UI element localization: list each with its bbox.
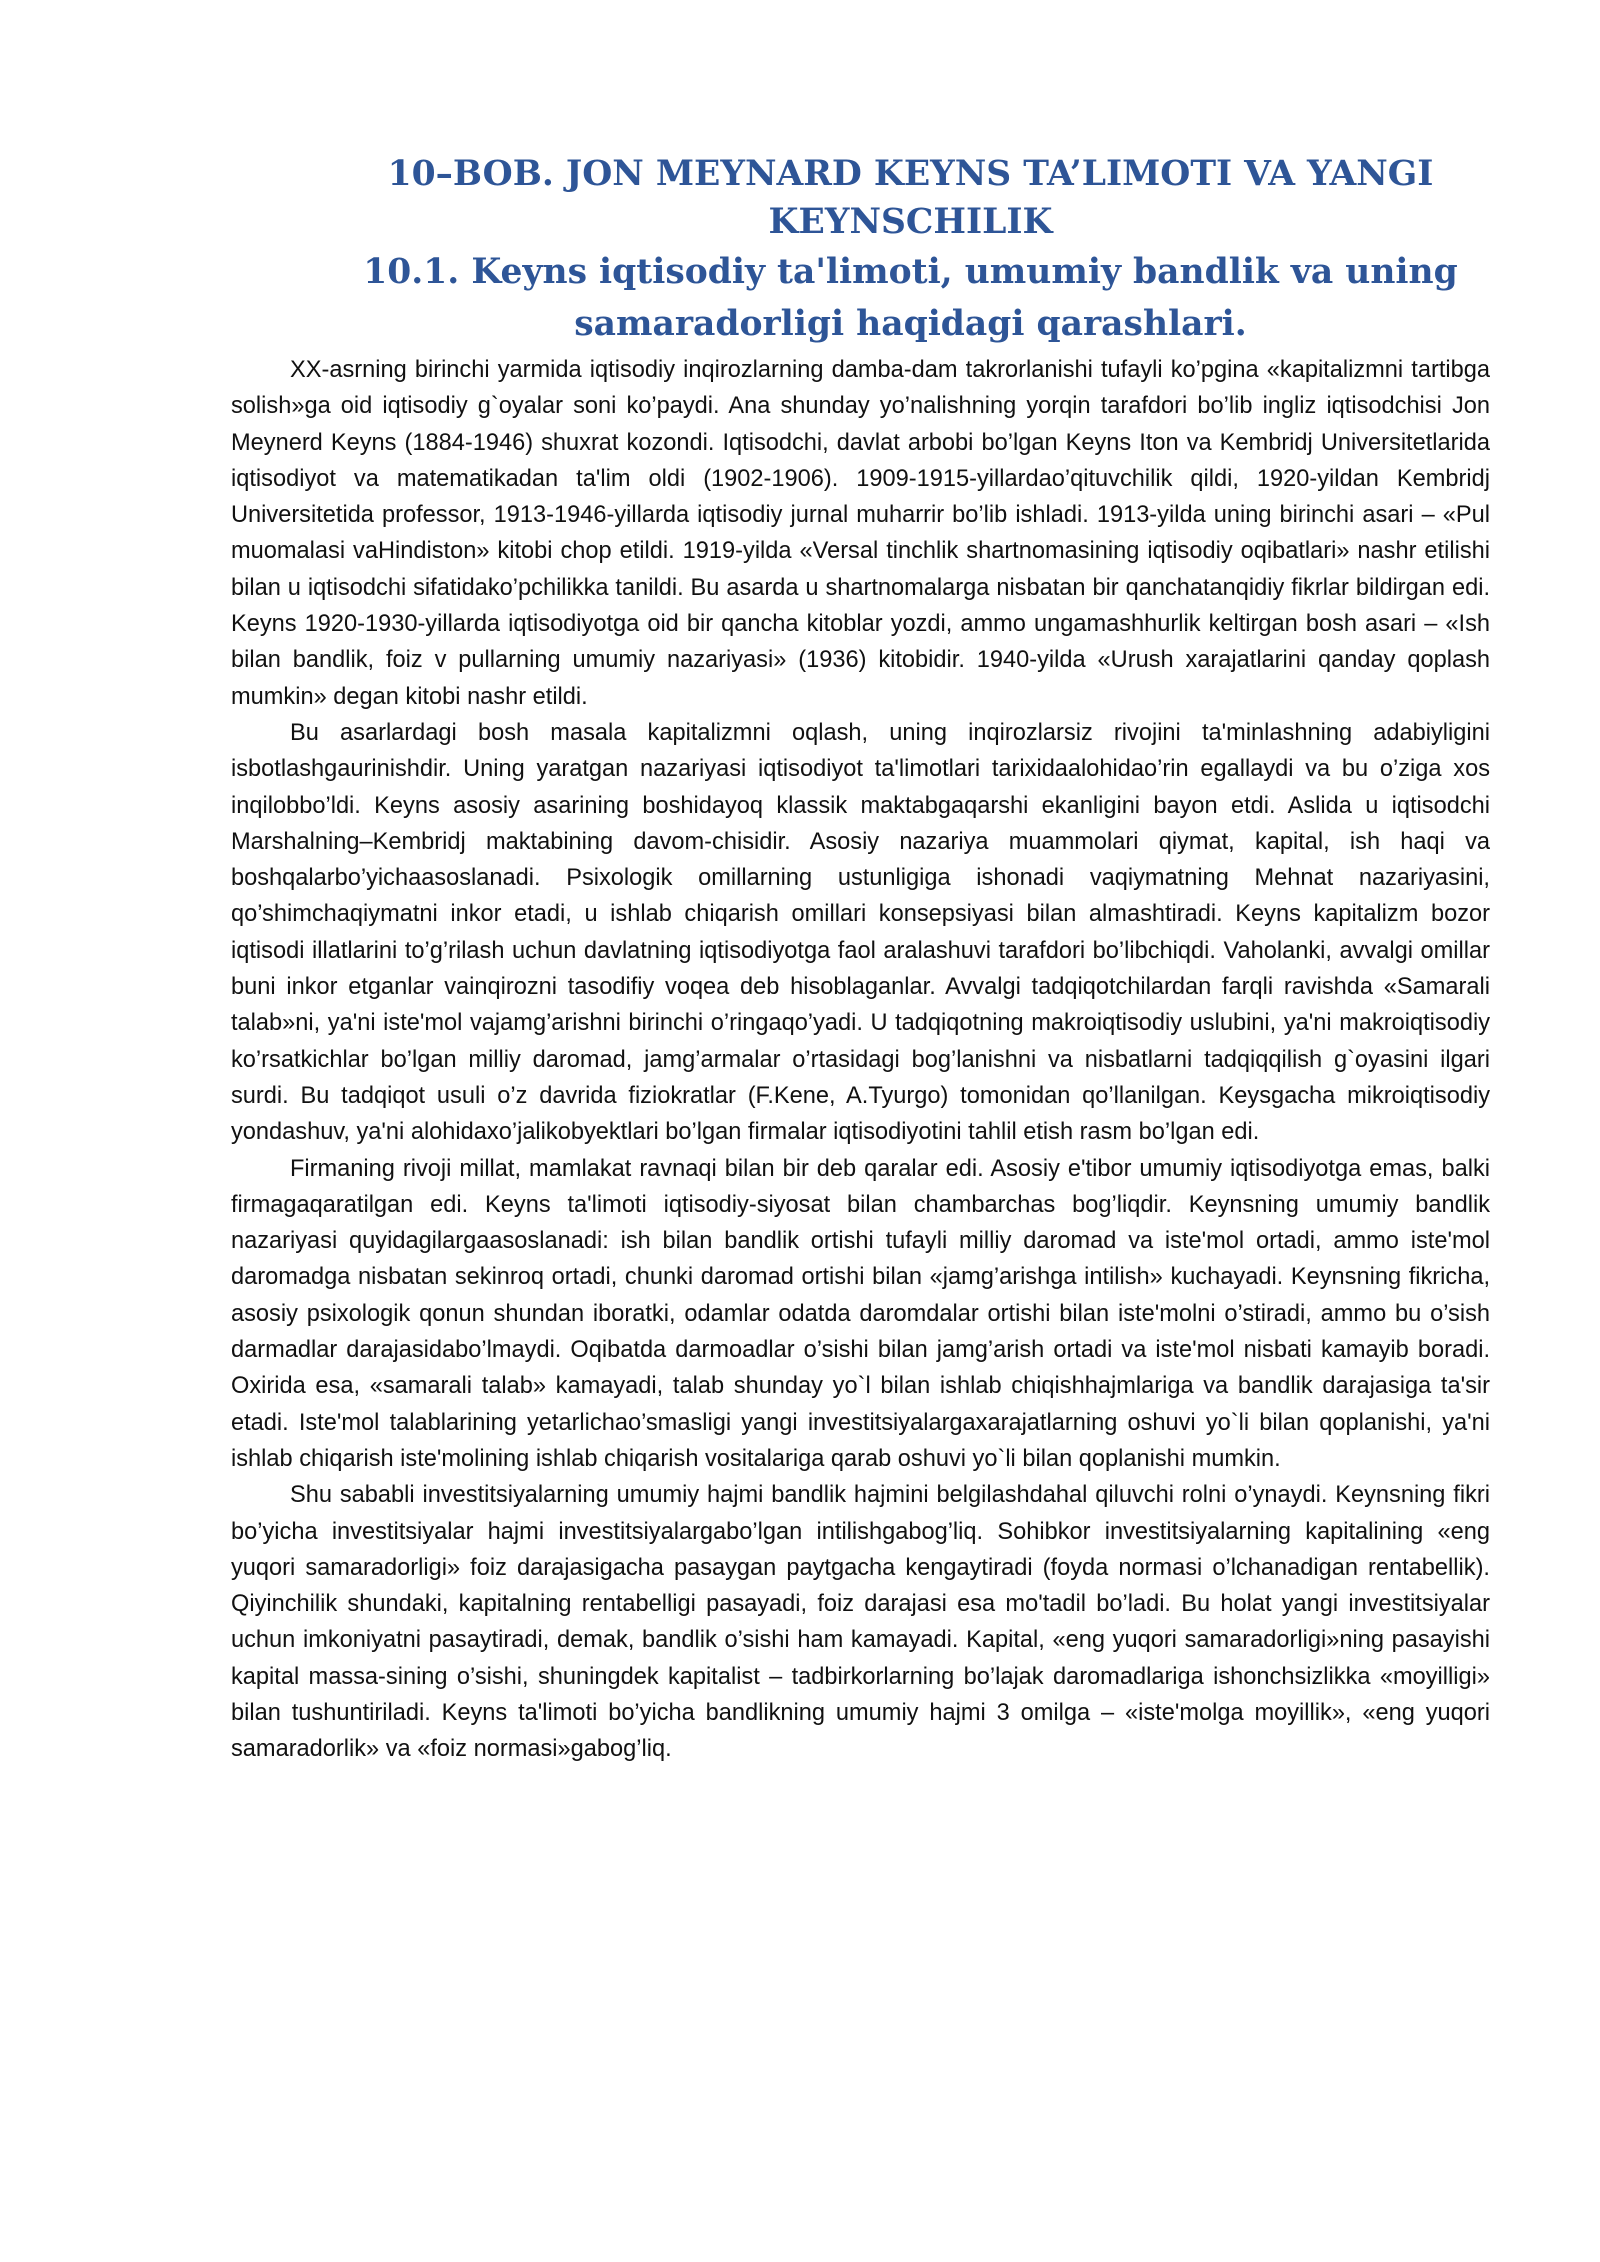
paragraph-3: Firmaning rivoji millat, mamlakat ravnaqi bilan bir deb qaralar edi. Asosiy e'tibor umumiy iqtisodiyotga emas, balki firmagaqaratilgan edi. Keyns ta'limoti iqtisodiy-siyosat bilan chambarchas bog’liqdir. Keynsning umumiy bandlik nazariyasi quyidagilargaasoslanadi: ish bilan bandlik ortishi tufayli milliy daromad va iste'mol ortadi, ammo iste'mol daromadga nisbatan sekinroq ortadi, chunki daromad ortishi bilan «jamg’arishga intilish» kuchayadi. Keynsning fikricha, asosiy psixologik qonun shundan iboratki, odamlar odatda daromdalar ortishi bilan iste'molni o’stiradi, ammo bu o’sish darmadlar darajasidabo’lmaydi. Oqibatda darmoadlar o’sishi bilan jamg’arish ortadi va iste'mol nisbati kamayib boradi. Oxirida esa, «samarali talab» kamayadi, talab shunday yo`l bilan ishlab chiqishhajmlariga va bandlik darajasiga ta'sir etadi. Iste'mol talablarining yetarlichao’smasligi yangi investitsiyalargaxarajatlarning oshuvi yo`li bilan qoplanishi, ya'ni ishlab chiqarish iste'molining ishlab chiqarish vositalariga qarab oshuvi yo`li bilan qoplanishi mumkin. xyxy=(231,1155,1490,1472)
paragraph-4: Shu sababli investitsiyalarning umumiy hajmi bandlik hajmini belgilashdahal qiluvchi rolni o’ynaydi. Keynsning fikri bo’yicha investitsiyalar hajmi investitsiyalargabo’lgan intilishgabog’liq. Sohibkor investitsiyalarning kapitalining «eng yuqori samaradorligi» foiz darajasigacha pasaygan paytgacha kengaytiradi (foyda normasi o’lchanadigan rentabellik). Qiyinchilik shundaki, kapitalning rentabelligi pasayadi, foiz darajasi esa mo'tadil bo’ladi. Bu holat yangi investitsiyalar uchun imkoniyatni pasaytiradi, demak, bandlik o’sishi ham kamayadi. Kapital, «eng yuqori samaradorligi»ning pasayishi kapital massa-sining o’sishi, shuningdek kapitalist – tadbirkorlarning bo’lajak daromadlariga ishonchsizlikka «moyilligi» bilan tushuntiriladi. Keyns ta'limoti bo’yicha bandlikning umumiy hajmi 3 omilga – «iste'molga moyillik», «eng yuqori samaradorlik» va «foiz normasi»gabog’liq. xyxy=(231,1482,1490,1763)
paragraph-1: XX-asrning birinchi yarmida iqtisodiy inqirozlarning damba-dam takrorlanishi tufayli ko’pgina «kapitalizmni tartibga solish»ga oid iqtisodiy g`oyalar soni ko’paydi. Ana shunday yo’nalishning yorqin tarafdori bo’lib ingliz iqtisodchisi Jon Meynerd Keyns (1884-1946) shuxrat kozondi. Iqtisodchi, davlat arbobi bo’lgan Keyns Iton va Kembridj Universitetlarida iqtisodiyot va matematikadan ta'lim oldi (1902-1906). 1909-1915-yillardao’qituvchilik qildi, 1920-yildan Kembridj Universitetida professor, 1913-1946-yillarda iqtisodiy jurnal muharrir bo’lib ishladi. 1913-yilda uning birinchi asari – «Pul muomalasi vaHindiston» kitobi chop etildi. 1919-yilda «Versal tinchlik shartnomasining iqtisodiy oqibatlari» nashr etilishi bilan u iqtisodchi sifatidako’pchilikka tanildi. Bu asarda u shartnomalarga nisbatan bir qanchatanqidiy fikrlar bildirgan edi. Keyns 1920-1930-yillarda iqtisodiyotga oid bir qancha kitoblar yozdi, ammo ungamashhurlik keltirgan bosh asari – «Ish bilan bandlik, foiz v pullarning umumiy nazariyasi» (1936) kitobidir. 1940-yilda «Urush xarajatlarini qanday qoplash mumkin» degan kitobi nashr etildi. xyxy=(231,357,1490,710)
section-title: 10.1. Keyns iqtisodiy ta'limoti, umumiy bandlik va uning samaradorligi haqidagi qarashlari. xyxy=(363,252,1458,344)
chapter-title: 10–BOB. JON MEYNARD KEYNS TA’LIMOTI VA YANGI KEYNSCHILIK xyxy=(387,154,1434,242)
body-text xyxy=(231,352,1490,1768)
document-page xyxy=(231,150,1490,1768)
paragraph-2: Bu asarlardagi bosh masala kapitalizmni oqlash, uning inqirozlarsiz rivojini ta'minlashning adabiyligini isbotlashgaurinishdir. Uning yaratgan nazariyasi iqtisodiyot ta'limotlari tarixidaalohidao’rin egallaydi va bu o’ziga xos inqilobbo’ldi. Keyns asosiy asarining boshidayoq klassik maktabgaqarshi ekanligini bayon etdi. Aslida u iqtisodchi Marshalning–Kembridj maktabining davom-chisidir. Asosiy nazariya muammolari qiymat, kapital, ish haqi va boshqalarbo’yichaasoslanadi. Psixologik omillarning ustunligiga ishonadi vaqiymatning Mehnat nazariyasini, qo’shimchaqiymatni inkor etadi, u ishlab chiqarish omillari konsepsiyasi bilan almashtiradi. Keyns kapitalizm bozor iqtisodi illatlarini to’g’rilash uchun davlatning iqtisodiyotga faol aralashuvi tarafdori bo’libchiqdi. Vaholanki, avvalgi omillar buni inkor etganlar vainqirozni tasodifiy voqea deb hisoblaganlar. Avvalgi tadqiqotchilardan farqli ravishda «Samarali talab»ni, ya'ni iste'mol vajamg’arishni birinchi o’ringaqo’yadi. U tadqiqotning makroiqtisodiy uslubini, ya'ni makroiqtisodiy ko’rsatkichlar bo’lgan milliy daromad, jamg’armalar o’rtasidagi bog’lanishni va nisbatlarni tadqiqqilish g`oyasini ilgari surdi. Bu tadqiqot usuli o’z davrida fiziokratlar (F.Kene, A.Tyurgo) tomonidan qo’llanilgan. Keysgacha mikroiqtisodiy yondashuv, ya'ni alohidaxo’jalikobyektlari bo’lgan firmalar iqtisodiyotini tahlil etish rasm bo’lgan edi. xyxy=(231,719,1490,1146)
